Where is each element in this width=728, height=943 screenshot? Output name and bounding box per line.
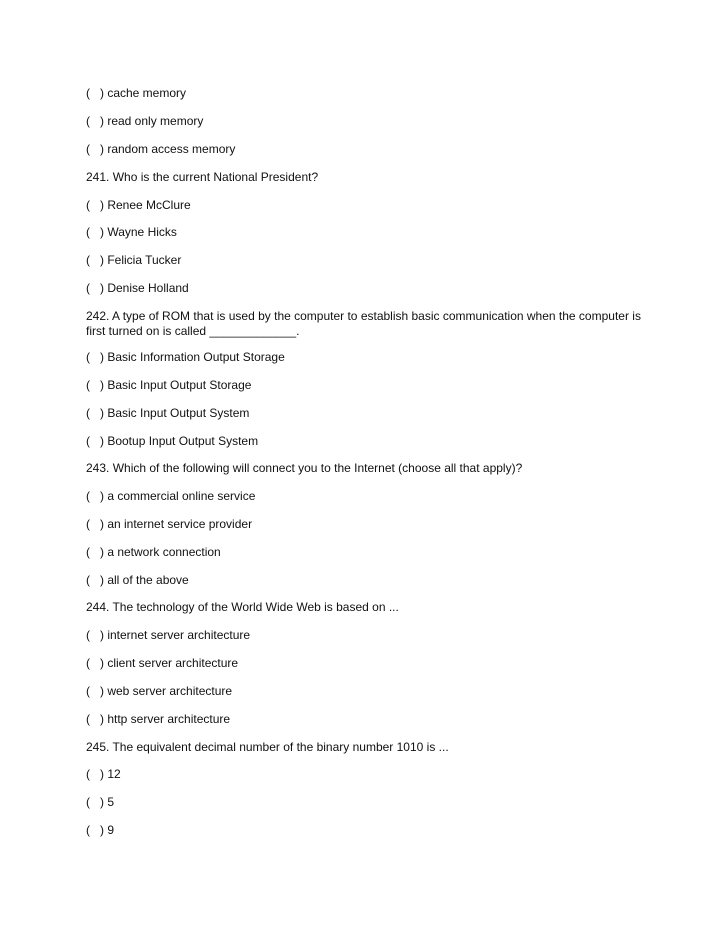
answer-option: ( ) all of the above (86, 573, 189, 587)
answer-option: ( ) web server architecture (86, 684, 233, 698)
answer-option: ( ) Wayne Hicks (86, 225, 177, 239)
answer-option: ( ) client server architecture (86, 656, 239, 670)
answer-option: ( ) Renee McClure (86, 198, 191, 212)
question-241: 241. Who is the current National President? (86, 170, 319, 184)
answer-option: ( ) 12 (86, 767, 121, 781)
answer-option: ( ) Bootup Input Output System (86, 434, 259, 448)
question-244: 244. The technology of the World Wide Web is based on ... (86, 600, 399, 614)
answer-option: ( ) 5 (86, 795, 115, 809)
answer-option: ( ) a network connection (86, 545, 221, 559)
question-245: 245. The equivalent decimal number of the binary number 1010 is ... (86, 740, 449, 754)
answer-option: ( ) cache memory (86, 86, 187, 100)
answer-option: ( ) an internet service provider (86, 517, 253, 531)
answer-option: ( ) Basic Input Output Storage (86, 378, 252, 392)
answer-option: ( ) Basic Input Output System (86, 406, 250, 420)
answer-option: ( ) http server architecture (86, 712, 231, 726)
answer-option: ( ) Basic Information Output Storage (86, 350, 285, 364)
answer-option: ( ) internet server architecture (86, 628, 251, 642)
answer-option: ( ) a commercial online service (86, 489, 256, 503)
answer-option: ( ) Felicia Tucker (86, 253, 182, 267)
answer-option: ( ) read only memory (86, 114, 204, 128)
answer-option: ( ) 9 (86, 823, 115, 837)
question-243: 243. Which of the following will connect you to the Internet (choose all that apply)? (86, 461, 523, 475)
question-242: 242. A type of ROM that is used by the computer to establish basic communication when the computer is first turned on is called _____________. (86, 309, 645, 338)
answer-option: ( ) Denise Holland (86, 281, 189, 295)
answer-option: ( ) random access memory (86, 142, 236, 156)
